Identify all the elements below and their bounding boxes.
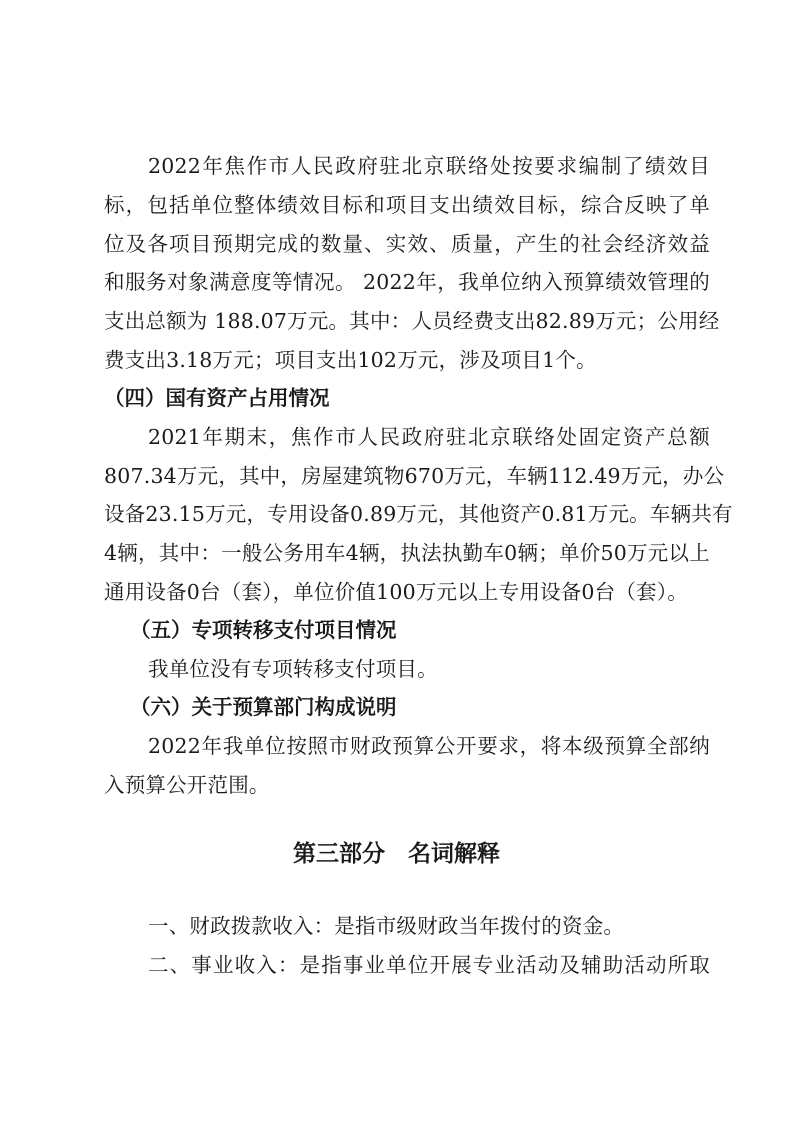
glossary-item: 二、事业收入：是指事业单位开展专业活动及辅助活动所取 (148, 953, 710, 977)
paragraph-line: 标，包括单位整体绩效目标和项目支出绩效目标，综合反映了单 (104, 193, 710, 217)
paragraph-line: 费支出3.18万元；项目支出102万元，涉及项目1个。 (104, 348, 597, 372)
glossary-item: 一、财政拨款收入：是指市级财政当年拨付的资金。 (148, 914, 625, 938)
paragraph-line: 2022年我单位按照市财政预算公开要求，将本级预算全部纳 (148, 734, 710, 758)
paragraph-line: 通用设备0台（套），单位价值100万元以上专用设备0台（套）。 (104, 580, 688, 604)
paragraph-line: 支出总额为 188.07万元。其中：人员经费支出82.89万元；公用经 (104, 309, 720, 333)
paragraph-line: 4辆，其中：一般公务用车4辆，执法执勤车0辆；单价50万元以上 (104, 541, 710, 565)
paragraph-line: 和服务对象满意度等情况。 2022年，我单位纳入预算绩效管理的 (104, 270, 710, 294)
section-heading-state-assets: （四）国有资产占用情况 (104, 386, 330, 410)
section-heading-transfer-payments: （五）专项转移支付项目情况 (130, 618, 397, 642)
part-three-title: 第三部分 名词解释 (293, 841, 500, 867)
paragraph-line: 位及各项目预期完成的数量、实效、质量，产生的社会经济效益 (104, 232, 710, 256)
paragraph-line: 2021年期末，焦作市人民政府驻北京联络处固定资产总额 (148, 425, 710, 449)
paragraph-line: 807.34万元，其中，房屋建筑物670万元，车辆112.49万元，办公 (104, 464, 725, 488)
section-heading-department-composition: （六）关于预算部门构成说明 (130, 695, 397, 719)
paragraph-line: 入预算公开范围。 (104, 773, 270, 797)
paragraph-line: 设备23.15万元，专用设备0.89万元，其他资产0.81万元。车辆共有 (104, 502, 733, 526)
transfer-payments-paragraph: 我单位没有专项转移支付项目。 (148, 657, 438, 681)
paragraph-line: 2022年焦作市人民政府驻北京联络处按要求编制了绩效目 (148, 154, 710, 178)
